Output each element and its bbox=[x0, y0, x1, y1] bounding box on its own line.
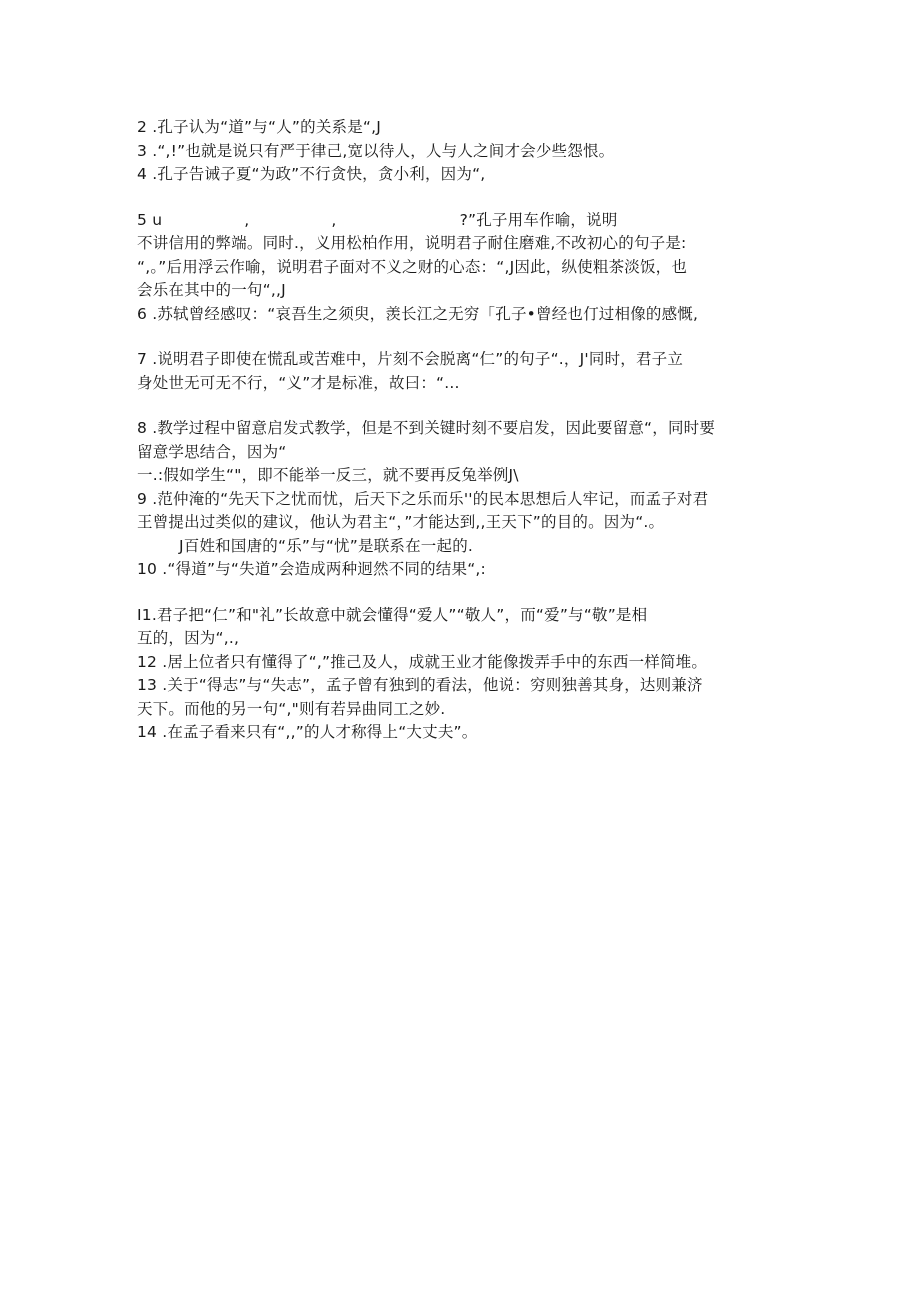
item-4: 4 .孔子告诫子夏“为政”不行贪快，贪小利，因为“, bbox=[137, 165, 486, 183]
item-3: 3 .“,!”也就是说只有严于律己,宽以待人，人与人之间才会少些怨恨。 bbox=[137, 141, 615, 160]
item-5-cont-1: 不讲信用的弊端。同时.，义用松柏作用，说明君子耐住磨难,不改初心的句子是: bbox=[137, 234, 687, 252]
item-8-cont-2: 一.:假如学生“"，即不能举一反三，就不要再反兔举例J\ bbox=[137, 466, 519, 484]
item-13: 13 .关于“得志”与“失志”，孟子曾有独到的看法，他说：穷则独善其身，达则兼济 bbox=[137, 676, 703, 694]
item-10: 10 .“得道”与“失道”会造成两种迥然不同的结果“,: bbox=[137, 560, 486, 578]
document-body bbox=[137, 116, 787, 745]
spacer bbox=[137, 582, 787, 604]
item-11-cont: 互的，因为“,., bbox=[137, 629, 240, 647]
item-14: 14 .在孟子看来只有“,,”的人才称得上“大丈夫”。 bbox=[137, 723, 478, 741]
spacer bbox=[137, 187, 787, 209]
item-8: 8 .教学过程中留意启发式教学，但是不到关键时刻不要启发，因此要留意“，同时要 bbox=[137, 419, 716, 437]
item-13-cont: 天下。而他的另一句“,"则有若异曲同工之妙. bbox=[137, 699, 446, 718]
item-5-cont-3: 会乐在其中的一句“,,J bbox=[137, 281, 286, 299]
item-8-cont-1: 留意学思结合，因为“ bbox=[137, 442, 287, 461]
item-9: 9 .范仲淹的“先天下之忧而忧，后天下之乐而乐''的民本思想后人牢记，而孟子对君 bbox=[137, 489, 709, 508]
item-9-cont-2: J百姓和国唐的“乐”与“忧”是联系在一起的. bbox=[179, 536, 474, 555]
item-5: 5 u , , ?”孔子用车作喻，说明 bbox=[137, 210, 618, 229]
item-7: 7 .说明君子即使在慌乱或苦难中，片刻不会脱离“仁”的句子“.，J'同时，君子立 bbox=[137, 350, 684, 368]
item-9-cont-1: 王曾提出过类似的建议，他认为君主“，”才能达到,,王天下”的目的。因为“.。 bbox=[137, 513, 665, 531]
item-2: 2 .孔子认为“道”与“人”的关系是“,J bbox=[137, 118, 382, 136]
spacer bbox=[137, 326, 787, 348]
item-6: 6 .苏轼曾经感叹：“哀吾生之须臾，羡长江之无穷「孔子•曾经也仃过相像的感慨, bbox=[137, 304, 699, 323]
spacer bbox=[137, 395, 787, 417]
item-12: 12 .居上位者只有懂得了“,”推己及人，成就王业才能像拨弄手中的东西一样简堆。 bbox=[137, 652, 708, 671]
item-11: I1.君子把“仁”和"礼”长故意中就会懂得“爱人”“敬人”，而“爱”与“敬”是相 bbox=[137, 605, 648, 624]
item-5-cont-2: “,。”后用浮云作喻，说明君子面对不义之财的心态：“,J因此，纵使粗茶淡饭，也 bbox=[137, 257, 688, 276]
item-7-cont: 身处世无可无不行，“义”才是标准，故曰：“... bbox=[137, 373, 460, 392]
